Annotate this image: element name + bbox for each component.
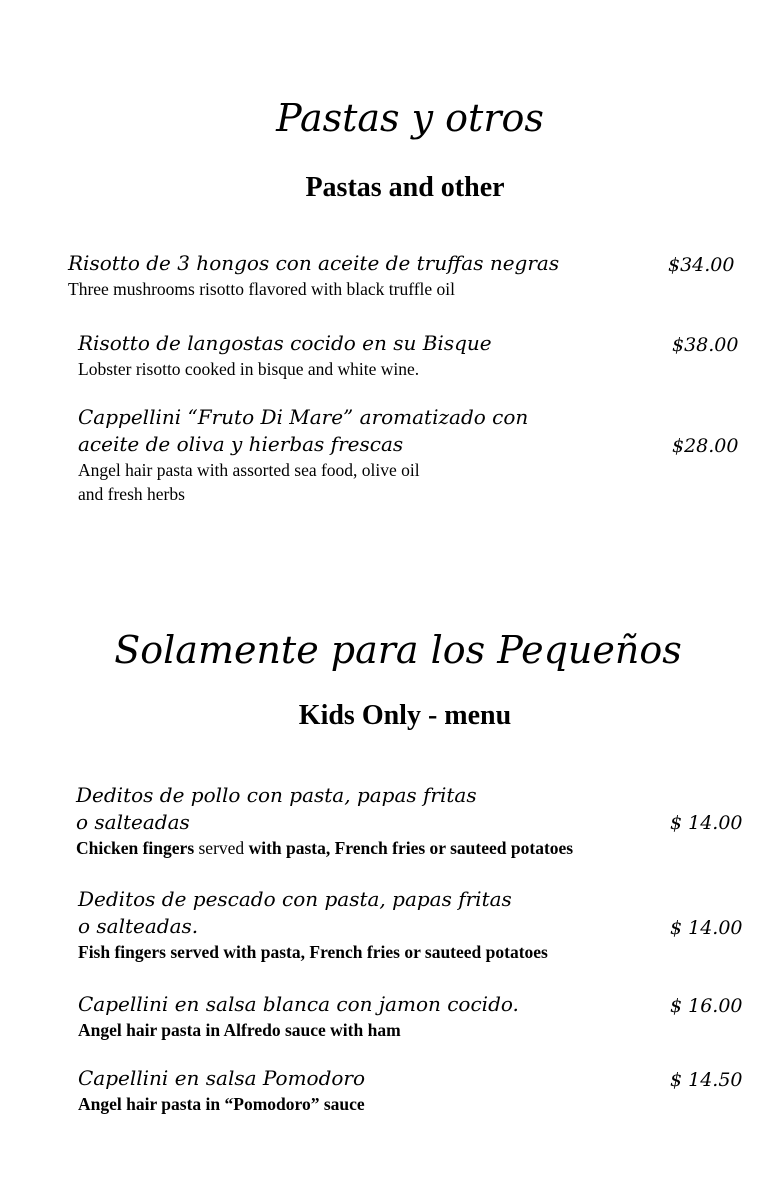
- menu-item: [78, 404, 528, 506]
- item-price: $ 14.00: [670, 917, 743, 939]
- item-name: Capellini en salsa Pomodoro: [78, 1066, 366, 1090]
- section-title-kids: Solamente para los Pequeños: [114, 628, 682, 672]
- item-price: $ 14.50: [670, 1069, 743, 1091]
- section-subtitle-kids: Kids Only - menu: [298, 700, 512, 731]
- item-name: Deditos de pescado con pasta, papas fritas o salteadas.: [78, 887, 512, 938]
- item-description: Angel hair pasta with assorted sea food, olive oil and fresh herbs: [78, 460, 420, 504]
- item-price: $34.00: [668, 254, 735, 276]
- item-description-regular: served: [194, 838, 249, 858]
- item-description: [76, 836, 573, 860]
- item-description: Angel hair pasta in “Pomodoro” sauce: [78, 1094, 365, 1114]
- item-description: Angel hair pasta in Alfredo sauce with ham: [78, 1020, 401, 1040]
- item-description-bold: Chicken fingers: [76, 838, 195, 858]
- menu-item: [76, 782, 573, 860]
- menu-item: [68, 250, 559, 301]
- item-description: Three mushrooms risotto flavored with black truffle oil: [68, 279, 456, 299]
- item-price: $38.00: [672, 334, 739, 356]
- item-description: Fish fingers served with pasta, French fries or sauteed potatoes: [78, 942, 548, 962]
- item-price: $ 16.00: [670, 995, 743, 1017]
- section-subtitle-pastas: Pastas and other: [305, 172, 505, 203]
- menu-item: [78, 1065, 365, 1116]
- item-price: $28.00: [672, 435, 739, 457]
- item-name: Capellini en salsa blanca con jamon cocido.: [78, 992, 519, 1016]
- item-name: Risotto de langostas cocido en su Bisque: [78, 331, 492, 355]
- menu-item: [78, 330, 492, 381]
- item-description-bold: with pasta, French fries or sauteed potatoes: [248, 838, 574, 858]
- item-price: $ 14.00: [670, 812, 743, 834]
- item-name: Risotto de 3 hongos con aceite de truffas negras: [68, 251, 560, 275]
- item-description: Lobster risotto cooked in bisque and white wine.: [78, 359, 420, 379]
- item-name: Cappellini “Fruto Di Mare” aromatizado con aceite de oliva y hierbas frescas: [78, 405, 529, 456]
- section-title-pastas: Pastas y otros: [276, 96, 544, 140]
- menu-item: [78, 886, 548, 964]
- menu-item: [78, 991, 519, 1042]
- item-name: Deditos de pollo con pasta, papas fritas o salteadas: [76, 783, 477, 834]
